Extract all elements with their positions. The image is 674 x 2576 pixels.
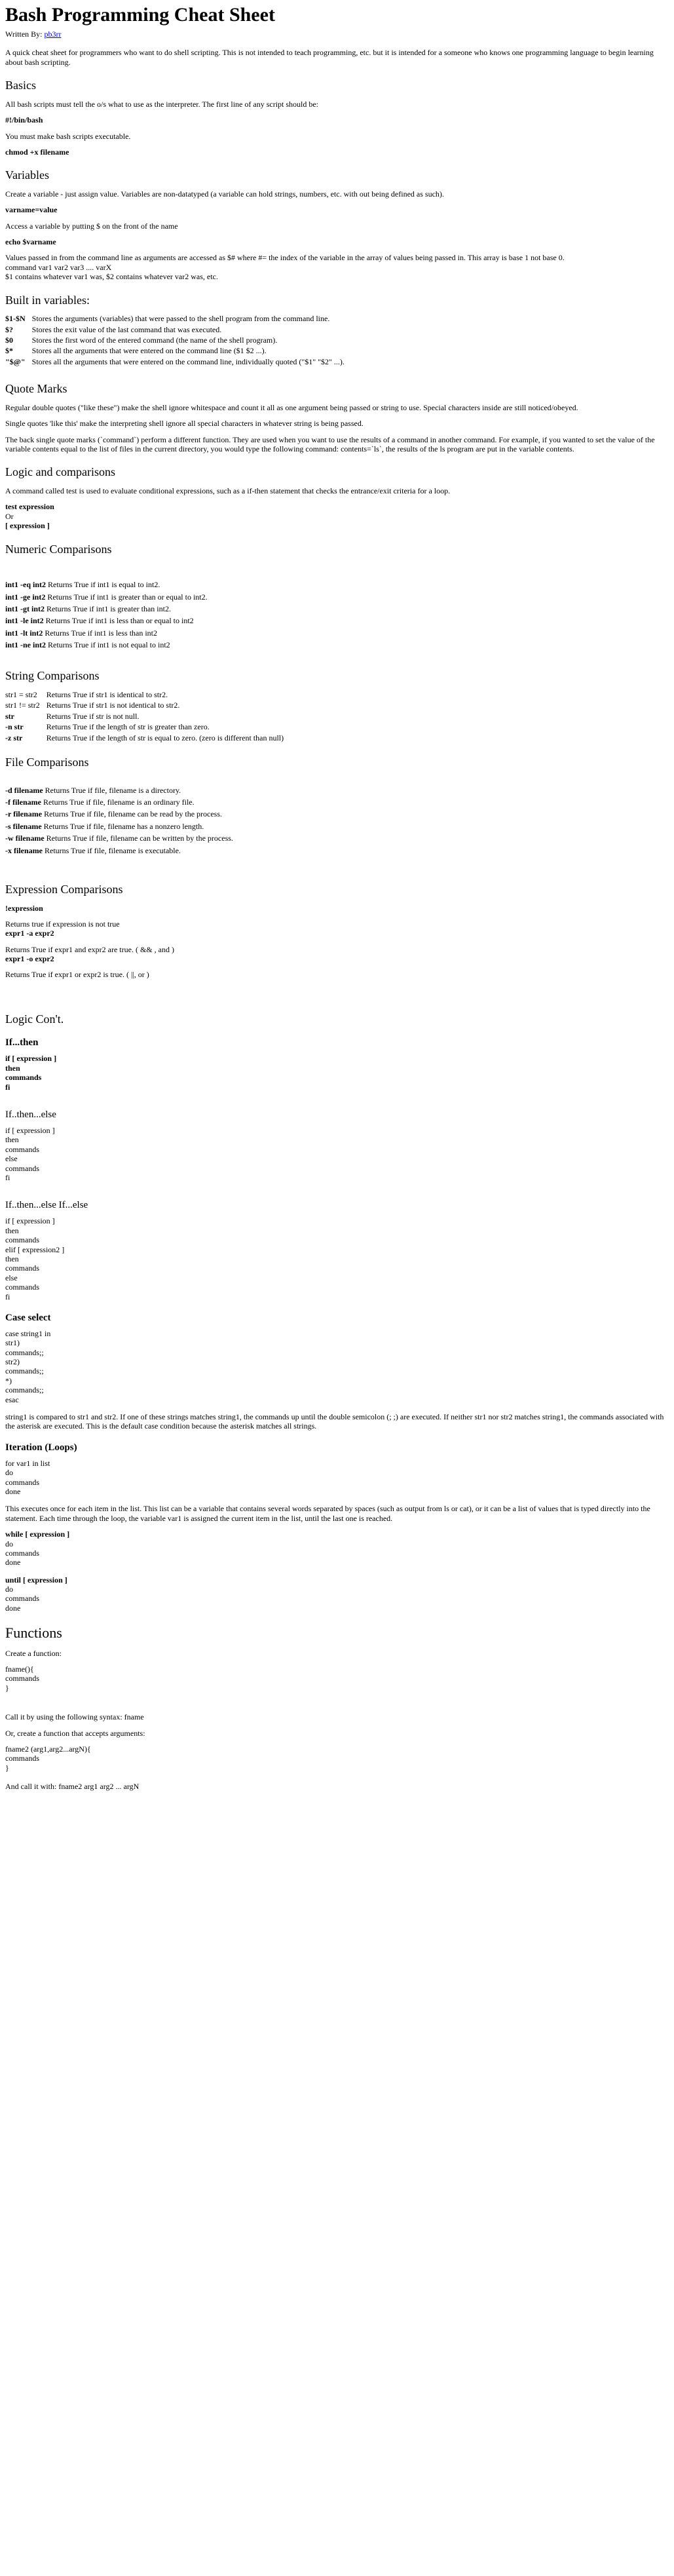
ifthen-heading: If...then <box>5 1037 39 1048</box>
variables-p2: Access a variable by putting $ on the front of the name <box>5 221 178 231</box>
comparison-desc: Returns True if file, filename is an ordinary file. <box>43 797 195 807</box>
for-code <box>5 1459 669 1497</box>
list-item <box>5 604 669 613</box>
code-line: commands <box>5 1282 39 1292</box>
byline <box>5 29 669 39</box>
code-line: commands <box>5 1548 39 1558</box>
comparison-desc: Returns True if file, filename can be written by the process. <box>46 834 233 843</box>
comparison-desc: Returns True if str1 is not identical to str2. <box>46 701 180 710</box>
string-table <box>5 690 290 744</box>
code-line: then <box>5 1063 20 1073</box>
builtins-heading: Built in variables: <box>5 293 90 307</box>
basics-p2: You must make bash scripts executable. <box>5 131 131 141</box>
list-item <box>5 786 669 795</box>
comparison-desc: Returns True if str is not null. <box>46 711 140 721</box>
quotes-heading: Quote Marks <box>5 382 67 396</box>
code-line: } <box>5 1763 9 1773</box>
comparison-operator: int1 -ne int2 <box>5 640 47 650</box>
variables-heading: Variables <box>5 168 49 182</box>
code-line: esac <box>5 1394 19 1404</box>
code-line: commands;; <box>5 1366 44 1376</box>
code-line: commands <box>5 1674 39 1683</box>
code-line: do <box>5 1585 13 1594</box>
code-line: str1) <box>5 1338 20 1348</box>
comparison-desc: Returns True if file, filename has a nonzero length. <box>43 821 204 831</box>
comparison-operator: int1 -ge int2 <box>5 592 46 602</box>
not-desc: Returns true if expression is not true <box>5 919 120 929</box>
code-line: commands <box>5 1073 42 1083</box>
chmod-code: chmod +x filename <box>5 147 69 157</box>
comparison-operator: -r filename <box>5 809 43 819</box>
code-line: commands <box>5 1477 39 1487</box>
code-line: done <box>5 1558 21 1567</box>
code-line: fi <box>5 1082 10 1092</box>
bracket-expression-code: [ expression ] <box>5 521 50 531</box>
loops-heading: Iteration (Loops) <box>5 1442 77 1453</box>
comparison-operator: -s filename <box>5 821 42 831</box>
or-code: expr1 -o expr2 <box>5 954 54 964</box>
builtin-key: $1-$N <box>5 314 26 324</box>
code-line: commands <box>5 1235 39 1245</box>
basics-heading: Basics <box>5 79 36 92</box>
code-line: if [ expression ] <box>5 1216 55 1226</box>
table-row <box>5 733 290 744</box>
list-item <box>5 834 669 843</box>
list-item <box>5 640 669 649</box>
string-heading: String Comparisons <box>5 669 100 683</box>
comparison-operator: int1 -eq int2 <box>5 580 47 590</box>
until-code: until [ expression ] <box>5 1575 67 1585</box>
comparison-desc: Returns True if file, filename is a directory. <box>45 785 181 795</box>
code-line: done <box>5 1603 21 1613</box>
comparison-desc: Returns True if str1 is identical to str2. <box>46 690 168 700</box>
code-line: do <box>5 1539 13 1548</box>
comparison-operator: int1 -le int2 <box>5 616 44 626</box>
code-line: fname(){ <box>5 1664 34 1674</box>
builtin-key: $* <box>5 346 13 356</box>
comparison-operator: str <box>5 711 14 721</box>
code-line: fname2 (arg1,arg2...argN){ <box>5 1744 91 1754</box>
code-line: then <box>5 1254 19 1263</box>
shebang-code: #!/bin/bash <box>5 115 43 125</box>
code-line: do <box>5 1468 13 1478</box>
code-line: str2) <box>5 1357 20 1367</box>
comparison-desc: Returns True if int1 is greater than int2. <box>47 604 171 613</box>
list-item <box>5 798 669 807</box>
logic-cont-heading: Logic Con't. <box>5 1012 64 1026</box>
list-item <box>5 822 669 831</box>
code-line: for var1 in list <box>5 1458 50 1468</box>
and-desc: Returns True if expr1 and expr2 are true. ( && , and ) <box>5 944 174 954</box>
variables-p3: Values passed in from the command line as arguments are accessed as $# where #= the index of the variable in the array of values being passed in. This array is base 1 not base 0. <box>5 253 565 263</box>
or-text: Or <box>5 511 14 521</box>
byline-label: Written By: <box>5 29 43 39</box>
case-code <box>5 1329 669 1404</box>
code-line: commands;; <box>5 1385 44 1395</box>
code-line: then <box>5 1225 19 1235</box>
list-item <box>5 809 669 818</box>
comparison-operator: -d filename <box>5 785 43 795</box>
echo-code: echo $varname <box>5 237 56 247</box>
comparison-operator: -w filename <box>5 834 45 843</box>
code-line: commands <box>5 1144 39 1154</box>
page-title: Bash Programming Cheat Sheet <box>5 4 275 26</box>
code-line: if [ expression ] <box>5 1054 57 1064</box>
list-item <box>5 580 669 589</box>
logic-heading: Logic and comparisons <box>5 465 115 479</box>
builtin-key: $? <box>5 324 13 334</box>
document <box>0 4 674 1792</box>
not-code: !expression <box>5 903 43 913</box>
table-row <box>5 346 351 356</box>
case-heading: Case select <box>5 1312 51 1323</box>
code-line: case string1 in <box>5 1328 51 1338</box>
comparison-operator: -n str <box>5 722 24 732</box>
code-line: else <box>5 1273 18 1282</box>
table-row <box>5 314 351 324</box>
ifelse-heading: If..then...else <box>5 1109 56 1121</box>
builtin-key: "$@" <box>5 356 26 366</box>
and-code: expr1 -a expr2 <box>5 929 54 938</box>
comparison-desc: Returns True if file, filename can be read by the process. <box>44 809 223 819</box>
numeric-list <box>5 580 669 649</box>
function-code-1 <box>5 1664 669 1693</box>
functions-heading: Functions <box>5 1624 62 1642</box>
ifelse-code <box>5 1126 669 1182</box>
functions-call2: And call it with: fname2 arg1 arg2 ... argN <box>5 1782 140 1792</box>
code-line: commands <box>5 1754 39 1763</box>
list-item <box>5 616 669 625</box>
until-body <box>5 1585 669 1613</box>
comparison-operator: int1 -gt int2 <box>5 604 45 613</box>
assign-code: varname=value <box>5 205 58 215</box>
code-line: commands;; <box>5 1347 44 1357</box>
table-row <box>5 357 351 368</box>
comparison-desc: Returns True if int1 is less than or equal to int2 <box>45 616 194 626</box>
comparison-operator: str1 != str2 <box>5 701 40 710</box>
file-heading: File Comparisons <box>5 756 89 769</box>
functions-call1: Call it by using the following syntax: fname <box>5 1712 144 1722</box>
builtin-desc: Stores the exit value of the last command that was executed. <box>31 324 222 334</box>
code-line: commands <box>5 1594 39 1604</box>
comparison-operator: -z str <box>5 733 23 742</box>
code-line: } <box>5 1683 9 1693</box>
ifelif-heading: If..then...else If...else <box>5 1200 88 1211</box>
list-item <box>5 846 669 855</box>
table-row <box>5 712 290 722</box>
intro-paragraph: A quick cheat sheet for programmers who want to do shell scripting. This is not intended to teach programming, etc. but it is intended for a someone who knows one programming language to begin learning about bash scripting. <box>5 48 654 67</box>
expr-heading: Expression Comparisons <box>5 882 123 896</box>
basics-p1: All bash scripts must tell the o/s what to use as the interpreter. The first line of any script should be: <box>5 99 319 109</box>
comparison-desc: Returns True if file, filename is executable. <box>44 845 181 855</box>
code-line: done <box>5 1486 21 1496</box>
list-item <box>5 592 669 602</box>
while-body <box>5 1539 669 1567</box>
ifelif-code <box>5 1216 669 1301</box>
table-row <box>5 701 290 711</box>
logic-p1: A command called test is used to evaluate conditional expressions, such as a if-then statement that checks the entrance/exit criteria for a loop. <box>5 486 451 495</box>
table-row <box>5 336 351 346</box>
ifthen-code <box>5 1054 669 1092</box>
comparison-desc: Returns True if the length of str is greater than zero. <box>46 722 210 732</box>
variables-p3-line3: $1 contains whatever var1 was, $2 contains whatever var2 was, etc. <box>5 272 218 282</box>
builtins-table <box>5 314 351 368</box>
code-line: if [ expression ] <box>5 1126 55 1136</box>
author-link[interactable]: pb3rr <box>44 29 62 39</box>
code-line: then <box>5 1135 19 1145</box>
table-row <box>5 722 290 733</box>
builtin-key: $0 <box>5 336 13 345</box>
code-line: elif [ expression2 ] <box>5 1244 65 1254</box>
comparison-desc: Returns True if the length of str is equal to zero. (zero is different than null) <box>46 733 284 742</box>
comparison-desc: Returns True if int1 is not equal to int2 <box>48 640 170 650</box>
list-item <box>5 628 669 638</box>
comparison-desc: Returns True if int1 is equal to int2. <box>48 580 160 590</box>
functions-p1: Create a function: <box>5 1648 62 1658</box>
builtin-desc: Stores all the arguments that were entered on the command line ($1 $2 ...). <box>31 346 267 356</box>
builtin-desc: Stores the arguments (variables) that were passed to the shell program from the command line. <box>31 314 330 324</box>
comparison-operator: -f filename <box>5 797 41 807</box>
functions-p2: Or, create a function that accepts arguments: <box>5 1728 145 1738</box>
quotes-p1: Regular double quotes ("like these") make the shell ignore whitespace and count it all as one argument being passed or string to use. Special characters inside are still noticed/obeyed. <box>5 402 578 412</box>
or-desc: Returns True if expr1 or expr2 is true. ( ||, or ) <box>5 970 149 980</box>
code-line: commands <box>5 1163 39 1173</box>
case-paragraph: string1 is compared to str1 and str2. If one of these strings matches string1, the commands up until the double semicolon (; ;) are executed. If neither str1 nor str2 matches string1, the commands associated with the asterisk are executed. This is the default case condition because the asterisk matches all strings. <box>5 1412 664 1431</box>
code-line: else <box>5 1154 18 1164</box>
table-row <box>5 690 290 701</box>
file-list <box>5 786 669 855</box>
code-line: *) <box>5 1375 12 1385</box>
comparison-desc: Returns True if int1 is less than int2 <box>45 628 158 638</box>
comparison-desc: Returns True if int1 is greater than or equal to int2. <box>47 592 208 602</box>
variables-p1: Create a variable - just assign value. Variables are non-datatyped (a variable can hold strings, numbers, etc. with out being defined as such). <box>5 189 444 199</box>
comparison-operator: str1 = str2 <box>5 690 37 700</box>
quotes-p2: Single quotes 'like this' make the interpreting shell ignore all special characters in whatever string is being passed. <box>5 419 364 429</box>
for-paragraph: This executes once for each item in the list. This list can be a variable that contains several words separated by spaces (such as output from ls or cat), or it can be a list of values that is typed directly into the statement. Each time through the loop, the variable var1 is assigned the current item in the list, until the last one is reached. <box>5 1504 650 1523</box>
function-code-2 <box>5 1744 669 1773</box>
builtin-desc: Stores all the arguments that were entered on the command line, individually quoted ("$1" "$2" ...). <box>31 356 345 366</box>
table-row <box>5 325 351 336</box>
test-expression-code: test expression <box>5 502 54 512</box>
variables-p3-line2: command var1 var2 var3 .... varX <box>5 262 112 272</box>
quotes-p3: The back single quote marks (`command`) perform a different function. They are used when you want to use the results of a command in another command. For example, if you wanted to set the value of the variable contents equal to the list of files in the current directory, you would type the following command: contents=`ls`, the results of the ls program are put in the variable contents. <box>5 434 655 453</box>
code-line: commands <box>5 1263 39 1273</box>
while-code: while [ expression ] <box>5 1529 70 1539</box>
comparison-operator: -x filename <box>5 845 43 855</box>
code-line: fi <box>5 1292 10 1301</box>
numeric-heading: Numeric Comparisons <box>5 542 112 556</box>
code-line: fi <box>5 1172 10 1182</box>
comparison-operator: int1 -lt int2 <box>5 628 43 638</box>
builtin-desc: Stores the first word of the entered command (the name of the shell program). <box>31 336 278 345</box>
